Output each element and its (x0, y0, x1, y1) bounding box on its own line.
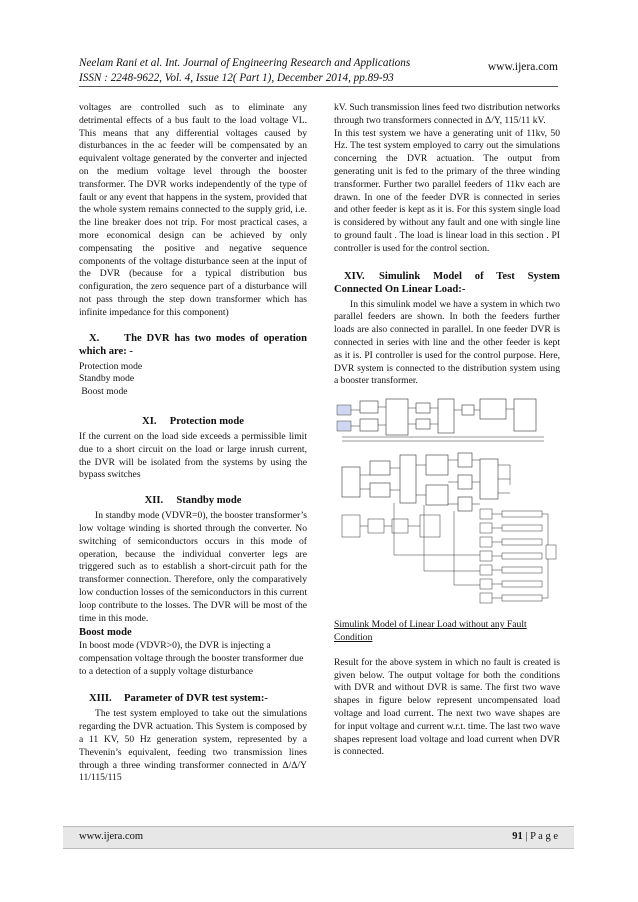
section-xi-heading (79, 415, 307, 428)
page-footer (63, 826, 574, 849)
modes-list (79, 361, 307, 399)
right-paragraph-transmission: kV. Such transmission lines feed two distribution networks through two transformers connected in Δ/Y, 115/11 kV. (334, 102, 560, 126)
running-header (79, 56, 558, 86)
simulink-diagram-image (334, 395, 560, 613)
left-column (79, 102, 307, 785)
section-xii-heading (79, 494, 307, 507)
page-number-value: 91 (512, 831, 523, 842)
section-title: Parameter of DVR test system:- (124, 693, 268, 705)
page-number (512, 831, 558, 842)
section-number: XIII. (89, 693, 112, 705)
footer-url-link[interactable]: www.ijera.com (79, 831, 144, 842)
journal-citation-line1: Neelam Rani et al. Int. Journal of Engineering Research and Applications (79, 57, 411, 69)
section-number: XIV. (344, 270, 365, 282)
list-item: Boost mode (79, 386, 128, 398)
boost-mode-paragraph: In boost mode (VDVR>0), the DVR is injecting a compensation voltage through the booster transformer due to a detection of a supply voltage disturbance (79, 640, 304, 677)
left-paragraph-dvr-operation: voltages are controlled such as to eliminate any detrimental effects of a bus fault to the load voltage VL. This means that any differential voltages caused by disturbances in the ac feeder will be compensated by an equivalent voltage generated by the converter and injected on the medium voltage level through the booster transformer. The DVR works independently of the type of fault or any event that happens in the system, provided that the whole system remains connected to the supply grid, i.e. the line breaker does not trip. For most practical cases, a more economical design can be achieved by only compensating the positive and negative sequence components of the voltage disturbance seen at the input of the DVR (because for a typical distribution bus configuration, the zero sequence part of a disturbance will not pass through the step down transformer which has infinite impedance for this component) (79, 102, 307, 318)
boost-mode-heading: Boost mode (79, 627, 132, 639)
simulink-description-paragraph: In this simulink model we have a system in which two parallel feeders are shown. In both the feeders further loads are also connected in parallel. In one feeder DVR is connected in series with line and the other feeder is kept as it is. PI controller is used for the control purpose. Here, DVR system is connected to the distribution system using a booster transformer. (334, 298, 560, 387)
section-title: Simulink Model of Test System Connected On Linear Load:- (334, 270, 560, 295)
standby-mode-paragraph: In standby mode (VDVR=0), the booster transformer’s low voltage winding is shorted through the converter. No switching of semiconductors occurs in this mode of operation, because the individual converter legs are triggered such as to establish a short-circuit path for the transformer connection. Therefore, only the comparatively low conduction losses of the semiconductors in this current loop contribute to the losses. The DVR will be most of the time in this mode. (79, 510, 307, 624)
section-title: Standby mode (176, 495, 242, 507)
results-paragraph: Result for the above system in which no fault is created is given below. The output voltage for both the conditions with DVR and without DVR is same. The first two wave shapes in figure below represent uncompensated load voltage and load current. The next two wave shapes are for input voltage and current w.r.t. time. The last two wave shapes represent load voltage and load current when DVR is connected. (334, 656, 560, 758)
section-number: X. (89, 332, 100, 344)
section-title: The DVR has two modes of operation which are: - (79, 332, 307, 357)
section-number: XII. (144, 495, 164, 507)
right-column (334, 102, 560, 759)
section-number: XI. (142, 415, 157, 427)
section-title: Protection mode (169, 415, 244, 427)
journal-citation-line2: ISSN : 2248-9622, Vol. 4, Issue 12( Part 1), December 2014, pp.89-93 (79, 72, 394, 84)
section-xiii-heading (79, 692, 307, 705)
section-x-heading (79, 332, 307, 358)
protection-mode-paragraph: If the current on the load side exceeds a permissible limit due to a short circuit on the load or large inrush current, the DVR will be isolated from the systems by using the bypass switches (79, 430, 307, 481)
header-divider (79, 86, 558, 87)
parameter-paragraph: The test system employed to take out the simulations regarding the DVR actuation. This System is composed by a 11 KV, 50 Hz generation system, represented by a Thevenin’s equivalent, feeding two transmission lines through a three winding transformer connected in Δ/Δ/Y 11/115/115 (79, 708, 307, 784)
right-paragraph-test-system: In this test system we have a generating unit of 11kv, 50 Hz. The test system employed to carry out the simulations concerning the DVR actuation. The output from generating unit is fed to the primary of the three winding transformer. Further two parallel feeders of 11kv each are drawn. In one of the feeder DVR is connected in series and other feeder is kept as it is. For this system single load is considered by without any fault and one with single line to ground fault . The load is linear load in this section . PI controller is used for the control section. (334, 127, 560, 254)
simulink-model-figure (334, 395, 560, 613)
page-label: | P a g e (525, 831, 558, 842)
list-item: Standby mode (79, 373, 135, 385)
section-xiv-heading (334, 270, 560, 296)
figure-caption: Simulink Model of Linear Load without any Fault Condition (334, 619, 527, 643)
list-item: Protection mode (79, 360, 143, 372)
header-url-link[interactable]: www.ijera.com (487, 61, 558, 73)
